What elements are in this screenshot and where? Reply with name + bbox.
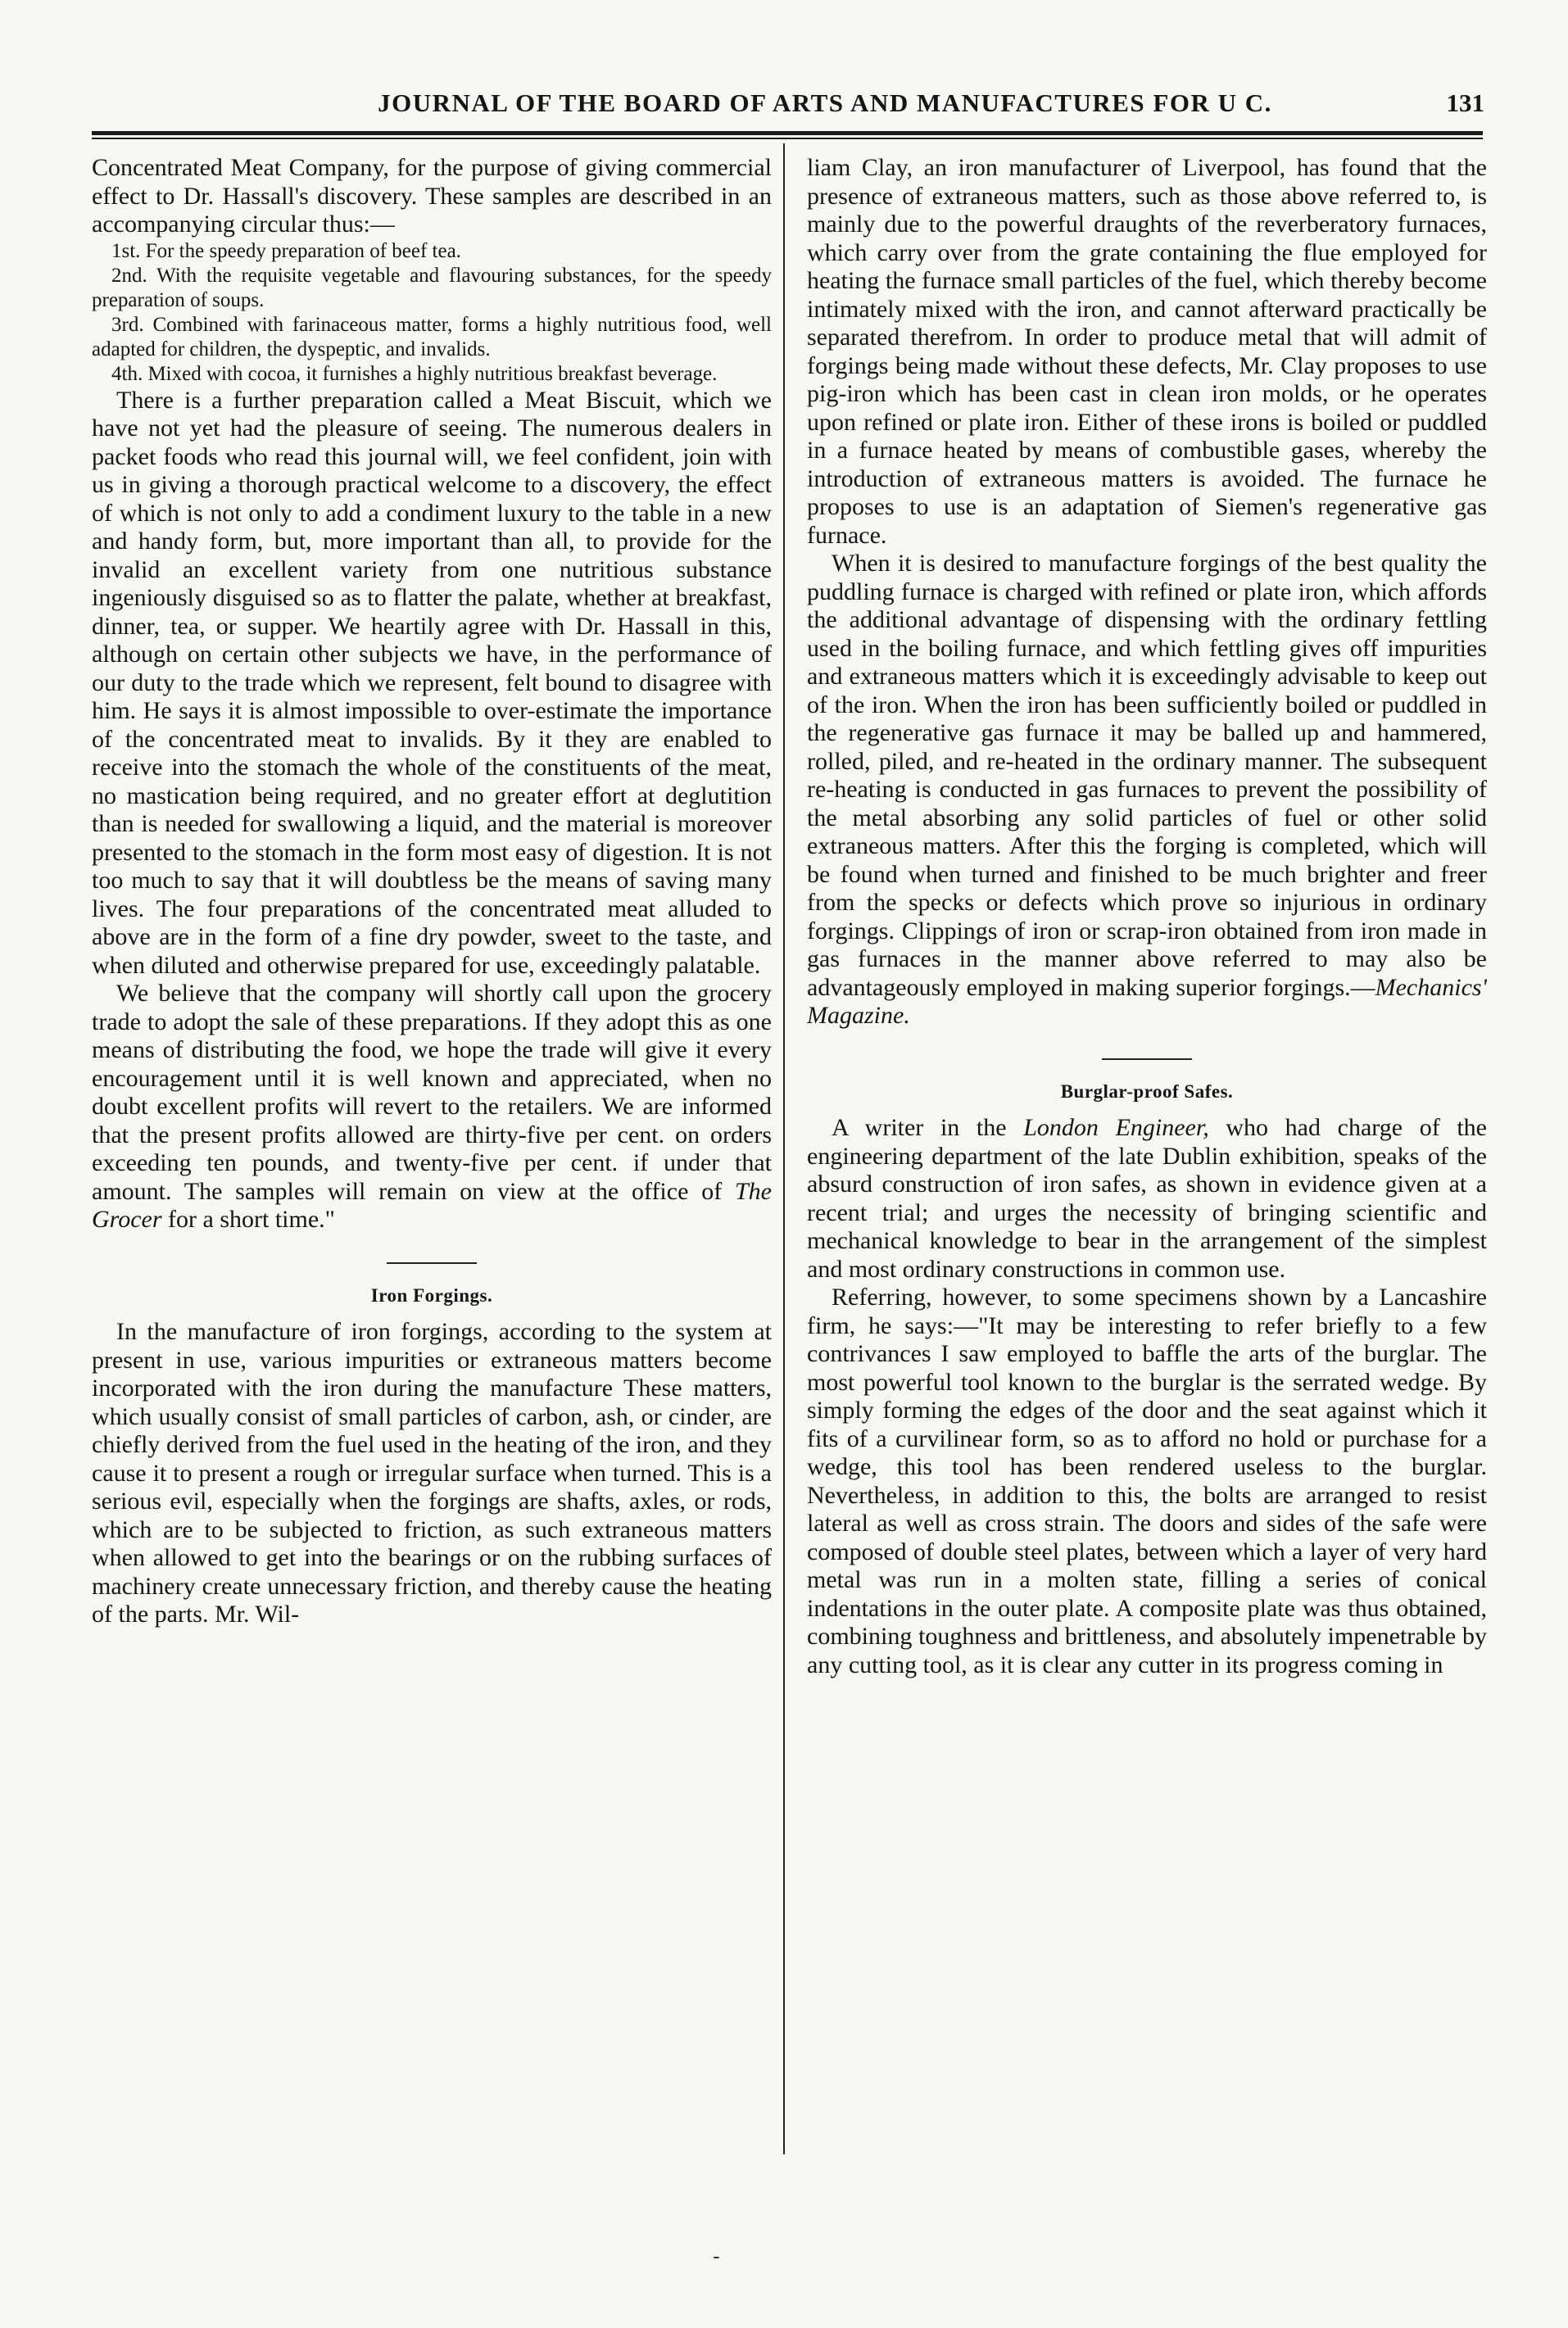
text-run: for a short time." bbox=[161, 1206, 335, 1233]
header-rule-thin bbox=[92, 138, 1483, 139]
publication-title: London Engineer, bbox=[1023, 1114, 1209, 1141]
column-divider bbox=[783, 143, 785, 2154]
publication-title: The Grocer bbox=[92, 1177, 772, 1233]
section-heading-iron-forgings: Iron Forgings. bbox=[370, 1284, 493, 1306]
preparation-list bbox=[92, 239, 772, 387]
section-divider bbox=[387, 1262, 477, 1264]
page-number: 131 bbox=[1446, 88, 1484, 117]
paragraph: There is a further preparation called a Meat Biscuit, which we have not yet had the pleasure of seeing. The numerous dealers in packet foods who read this journal will, we feel confident, join with us in giving a thorough practical welcome to a discovery, the effect of which is not only to add a condiment luxury to the table in a new and handy form, but, more important than all, to provide for the invalid an excellent variety from one nutritious substance ingeniously disguised so as to flatter the palate, whether at breakfast, dinner, tea, or supper. We heartily agree with Dr. Hassall in this, although on certain other subjects we have, in the performance of our duty to the trade which we represent, felt bound to disagree with him. He says it is almost impossible to over-estimate the importance of the concentrated meat to invalids. By it they are enabled to receive into the stomach the whole of the constituents of the meat, no mastication being required, and no greater effort at deglutition than is needed for swallowing a liquid, and the material is moreover presented to the stomach in the form most easy of digestion. It is not too much to say that it will doubtless be the means of saving many lives. The four preparations of the concentrated meat alluded to above are in the form of a fine dry powder, sweet to the taste, and when diluted and otherwise prepared for use, exceedingly palatable. bbox=[92, 386, 772, 979]
text-run: A writer in the bbox=[832, 1114, 1024, 1141]
paragraph: Referring, however, to some specimens shown by a Lancashire firm, he says:—"It may be interesting to refer briefly to a few contrivances I saw employed to baffle the arts of the burglar. The most powerful tool known to the burglar is the serrated wedge. By simply forming the edges of the door and the seat against which it fits of a curvilinear form, so as to afford no hold or purchase for a wedge, this tool has been rendered useless to the burglar. Nevertheless, in addition to this, the bolts are arranged to resist lateral as well as cross strain. The doors and sides of the safe were composed of double steel plates, between which a layer of very hard metal was run in a molten state, filling a series of conical indentations in the outer plate. A composite plate was thus obtained, combining toughness and brittleness, and absolutely impenetrable by any cutting tool, as it is clear any cutter in its progress coming in bbox=[807, 1284, 1487, 1678]
list-item: 2nd. With the requisite vegetable and flavouring substances, for the speedy preparation of soups. bbox=[92, 264, 772, 311]
section-divider bbox=[1102, 1058, 1192, 1060]
list-item: 1st. For the speedy preparation of beef tea. bbox=[111, 239, 461, 262]
list-item: 4th. Mixed with cocoa, it furnishes a highly nutritious breakfast beverage. bbox=[111, 362, 718, 385]
paragraph: Concentrated Meat Company, for the purpose of giving commercial effect to Dr. Hassall's discovery. These samples are described in an accompanying circular thus:— bbox=[92, 154, 772, 238]
text-run: When it is desired to manufacture forgings of the best quality the puddling furnace is charged with refined or plate iron, which affords the additional advantage of dispensing with the ordinary fettling used in the boiling furnace, and which fettling gives off impurities and extraneous matters which it is exceedingly advisable to keep out of the iron. When the iron has been sufficiently boiled or puddled in the regenerative gas furnace it may be balled up and hammered, rolled, piled, and re-heated in the ordinary manner. The subsequent re-heating is conducted in gas furnaces to prevent the possibility of the metal absorbing any solid particles of fuel or other solid extraneous matters. After this the forging is completed, which will be found when turned and finished to be much brighter and freer from the specks or defects which prove so injurious in ordinary forgings. Clippings of iron or scrap-iron obtained from iron made in gas furnaces in the manner above referred to may also be advantageously employed in making superior forgings.— bbox=[807, 550, 1487, 1001]
running-head: JOURNAL OF THE BOARD OF ARTS AND MANUFACTURES FOR U C. bbox=[378, 88, 1272, 117]
right-column bbox=[807, 154, 1487, 2177]
stray-mark: - bbox=[713, 2244, 720, 2269]
text-run: who had charge of the engineering department of the late Dublin exhibition, speaks of the absurd construction of iron safes, as shown in evidence given at a recent trial; and urges the necessity of bringing scientific and mechanical knowledge to bear in the arrangement of the simplest and most ordinary constructions in common use. bbox=[807, 1114, 1487, 1283]
paragraph: In the manufacture of iron forgings, according to the system at present in use, various impurities or extraneous matters become incorporated with the iron during the manufacture These matters, which usually consist of small particles of carbon, ash, or cinder, are chiefly derived from the fuel used in the heating of the iron, and they cause it to present a rough or irregular surface when turned. This is a serious evil, especially when the forgings are shafts, axles, or rods, which are to be subjected to friction, as such extraneous matters when allowed to get into the bearings or on the rubbing surfaces of machinery create unnecessary friction, and thereby cause the heating of the parts. Mr. Wil- bbox=[92, 1318, 772, 1628]
paragraph bbox=[92, 980, 772, 1234]
page-header bbox=[92, 88, 1484, 125]
paragraph: liam Clay, an iron manufacturer of Liverpool, has found that the presence of extraneous matters, such as those above referred to, is mainly due to the powerful draughts of the reverberatory furnaces, which carry over from the grate containing the flue employed for heating the furnace small particles of the fuel, which thereby become intimately mixed with the iron, and cannot afterward practically be separated therefrom. In order to produce metal that will admit of forgings being made without these defects, Mr. Clay proposes to use pig-iron which has been cast in clean iron molds, or he operates upon refined or plate iron. Either of these irons is boiled or puddled in a furnace heated by means of combustible gases, whereby the introduction of extraneous matters is avoided. The furnace he proposes to use is an adaptation of Siemen's regenerative gas furnace. bbox=[807, 154, 1487, 549]
source-citation: Mechanics' Magazine. bbox=[807, 973, 1487, 1029]
text-run: We believe that the company will shortly call upon the grocery trade to adopt the sale of these preparations. If they adopt this as one means of distributing the food, we hope the trade will give it every encouragement until it is well known and appreciated, when no doubt excellent profits will revert to the retailers. We are informed that the present profits allowed are thirty-five per cent. on orders exceeding ten pounds, and twenty-five per cent. if under that amount. The samples will remain on view at the office of bbox=[92, 980, 772, 1205]
paragraph bbox=[807, 550, 1487, 1030]
list-item: 3rd. Combined with farinaceous matter, forms a highly nutritious food, well adapted for children, the dyspeptic, and invalids. bbox=[92, 313, 772, 360]
left-column bbox=[92, 154, 772, 2177]
section-heading-burglar-proof-safes: Burglar-proof Safes. bbox=[1060, 1080, 1234, 1102]
header-rule-thick bbox=[92, 131, 1483, 135]
paragraph bbox=[807, 1114, 1487, 1284]
